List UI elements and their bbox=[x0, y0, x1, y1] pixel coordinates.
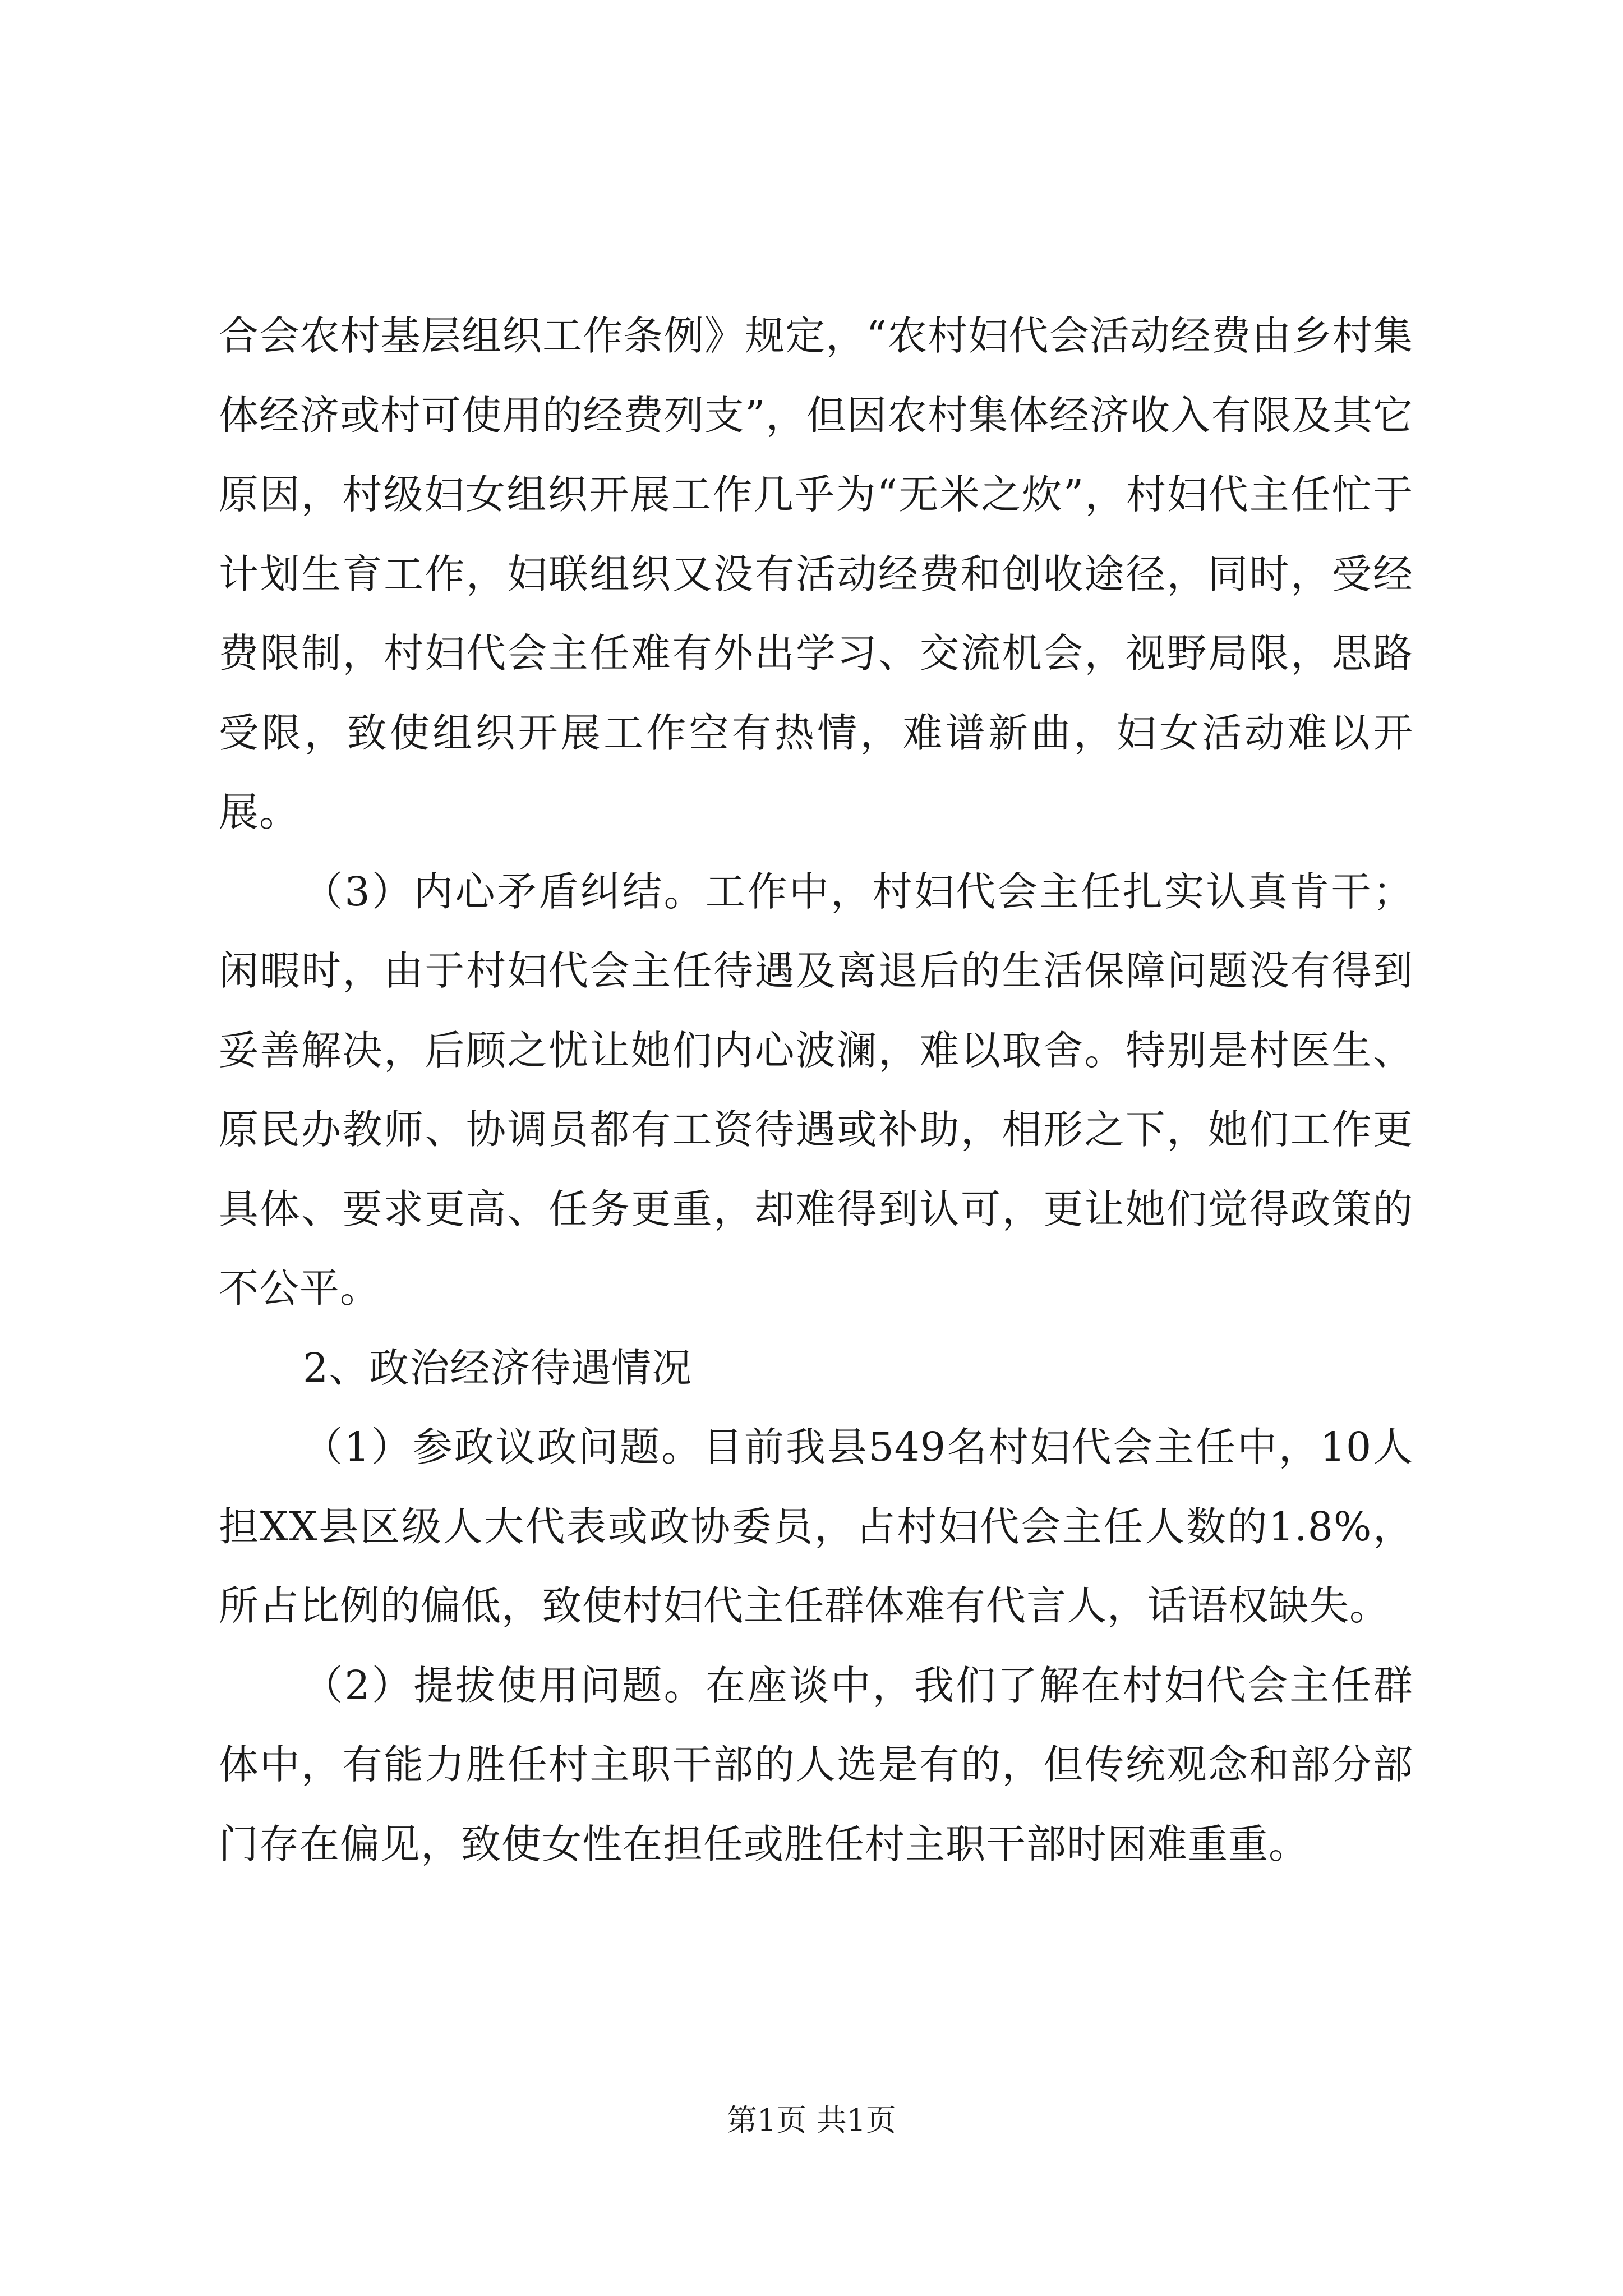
paragraph-continuation: 合会农村基层组织工作条例》规定，“农村妇代会活动经费由乡村集体经济或村可使用的经费列支”，但因农村集体经济收入有限及其它原因，村级妇女组织开展工作几乎为“无米之炊”，村妇代主任忙于计划生育工作，妇联组织又没有活动经费和创收途径，同时，受经费限制，村妇代会主任难有外出学习、交流机会，视野局限，思路受限，致使组织开展工作空有热情，难谱新曲，妇女活动难以开展。 bbox=[219, 312, 1413, 835]
paragraph-inner-conflict: （3）内心矛盾纠结。工作中，村妇代会主任扎实认真肯干；闲暇时，由于村妇代会主任待遇及离退后的生活保障问题没有得到妥善解决，后顾之忧让她们内心波澜，难以取舍。特别是村医生、原民办教师、协调员都有工资待遇或补助，相形之下，她们工作更具体、要求更高、任务更重，却难得到认可，更让她们觉得政策的不公平。 bbox=[219, 868, 1413, 1312]
document-body bbox=[219, 296, 1413, 1884]
page-footer: 第1页 共1页 bbox=[727, 2102, 896, 2138]
section-heading-political-economic: 2、政治经济待遇情况 bbox=[303, 1344, 693, 1391]
paragraph-promotion: （2）提拔使用问题。在座谈中，我们了解在村妇代会主任群体中，有能力胜任村主职干部的人选是有的，但传统观念和部分部门存在偏见，致使女性在担任或胜任村主职干部时困难重重。 bbox=[219, 1662, 1413, 1867]
paragraph-political-participation: （1）参政议政问题。目前我县549名村妇代会主任中，10人担XX县区级人大代表或政协委员，占村妇代会主任人数的1.8%，所占比例的偏低，致使村妇代主任群体难有代言人，话语权缺失。 bbox=[219, 1424, 1413, 1629]
